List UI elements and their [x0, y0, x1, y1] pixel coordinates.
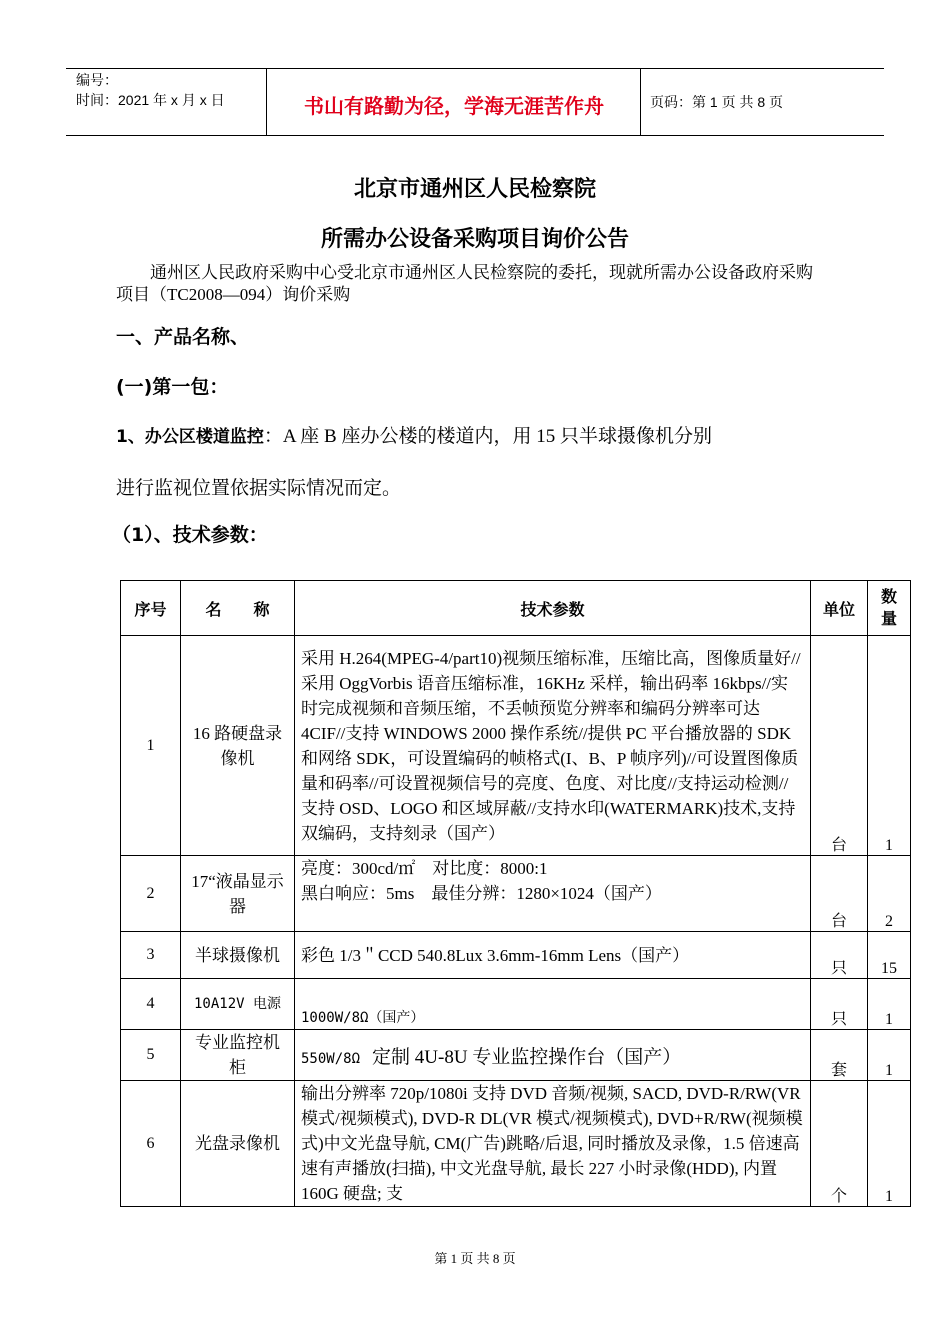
table-row [121, 979, 911, 1030]
row-spec-desc: 定制 4U-8U 专业监控操作台（国产） [372, 1046, 682, 1068]
section-heading-products: 一、产品名称、 [116, 326, 250, 348]
row-no: 1 [121, 636, 181, 856]
table-row [121, 932, 911, 979]
row-name: 半球摄像机 [181, 932, 295, 979]
row-spec [295, 1030, 811, 1081]
row-qty: 1 [868, 1030, 911, 1081]
row-qty: 15 [868, 932, 911, 979]
row-qty: 2 [868, 856, 911, 932]
header-number: 编号： [76, 72, 118, 88]
header-motto: 书山有路勤为径，学海无涯苦作舟 [304, 94, 604, 118]
intro-paragraph [116, 262, 816, 306]
header-top-border [66, 68, 884, 69]
row-spec: 1000W/8Ω（国产） [295, 979, 811, 1030]
row-unit: 套 [811, 1030, 868, 1081]
item-1-title: 1、办公区楼道监控 [116, 427, 264, 447]
header-page-number: 页码：第 1 页 共 8 页 [650, 94, 784, 110]
package-heading: (一)第一包： [116, 376, 229, 398]
header-meta [76, 70, 225, 110]
row-no: 4 [121, 979, 181, 1030]
row-name: 10A12V 电源 [181, 979, 295, 1030]
row-spec: 彩色 1/3＂CCD 540.8Lux 3.6mm-16mm Lens（国产） [295, 932, 811, 979]
document-title-line1: 北京市通州区人民检察院 [353, 177, 596, 202]
row-spec: 采用 H.264(MPEG-4/part10)视频压缩标准，压缩比高，图像质量好//采用 OggVorbis 语音压缩标准，16KHz 采样，输出码率 16kbps//实时完成视频和音频压缩，不丢帧预览分辨率和编码分辨率可达 4CIF//支持 WINDOWS 2000 操作系统//提供 PC 平台播放器的 SDK 和网络 SDK，可设置编码的帧格式(I、B、P 帧序列)//可设置图像质量和码率//可设置视频信号的亮度、色度、对比度//支持运动检测//支持 OSD、LOGO 和区域屏蔽//支持水印(WATERMARK)技术,支持双编码，支持刻录（国产） [295, 636, 811, 856]
col-header-unit: 单位 [811, 581, 868, 636]
row-name: 专业监控机柜 [181, 1030, 295, 1081]
row-qty: 1 [868, 636, 911, 856]
row-no: 2 [121, 856, 181, 932]
spec-table [120, 580, 911, 1207]
header-divider [266, 69, 267, 135]
tech-params-heading: （1）、技术参数： [112, 524, 268, 546]
row-no: 3 [121, 932, 181, 979]
table-row [121, 1081, 911, 1207]
document-title-line2: 所需办公设备采购项目询价公告 [320, 227, 629, 252]
row-name: 17“液晶显示器 [181, 856, 295, 932]
row-qty: 1 [868, 979, 911, 1030]
col-header-no: 序号 [121, 581, 181, 636]
row-no: 5 [121, 1030, 181, 1081]
row-unit: 只 [811, 932, 868, 979]
row-spec: 亮度：300cd/㎡ 对比度：8000:1 黑白响应：5ms 最佳分辨：1280×1024（国产） [295, 856, 811, 932]
row-unit: 台 [811, 636, 868, 856]
row-name: 光盘录像机 [181, 1081, 295, 1207]
col-header-name: 名 称 [181, 581, 295, 636]
item-1-description [116, 421, 712, 448]
intro-text: 通州区人民政府采购中心受北京市通州区人民检察院的委托，现就所需办公设备政府采购项目（TC2008—094）询价采购 [116, 263, 813, 304]
table-row [121, 856, 911, 932]
header-bottom-border [66, 135, 884, 136]
row-unit: 台 [811, 856, 868, 932]
row-unit: 个 [811, 1081, 868, 1207]
page-footer: 第 1 页 共 8 页 [434, 1251, 516, 1266]
header-divider [640, 69, 641, 135]
row-spec: 输出分辨率 720p/1080i 支持 DVD 音频/视频, SACD, DVD-R/RW(VR 模式/视频模式), DVD-R DL(VR 模式/视频模式), DVD+R/RW(视频模式)中文光盘导航, CM(广告)跳略/后退, 同时播放及录像，1.5 倍速高速有声播放(扫描), 中文光盘导航, 最长 227 小时录像(HDD), 内置 160G 硬盘; 支 [295, 1081, 811, 1207]
header-time: 时间：2021 年 x 月 x 日 [76, 92, 225, 108]
col-header-spec: 技术参数 [295, 581, 811, 636]
row-qty: 1 [868, 1081, 911, 1207]
table-row [121, 636, 911, 856]
row-spec-power: 550W/8Ω [301, 1050, 361, 1067]
row-unit: 只 [811, 979, 868, 1030]
table-row [121, 1030, 911, 1081]
item-1-text: ：A 座 B 座办公楼的楼道内，用 15 只半球摄像机分别 [263, 426, 712, 447]
col-header-qty: 数量 [868, 581, 911, 636]
row-name: 16 路硬盘录像机 [181, 636, 295, 856]
table-header-row [121, 581, 911, 636]
row-no: 6 [121, 1081, 181, 1207]
item-1-description-cont: 进行监视位置依据实际情况而定。 [116, 478, 402, 499]
